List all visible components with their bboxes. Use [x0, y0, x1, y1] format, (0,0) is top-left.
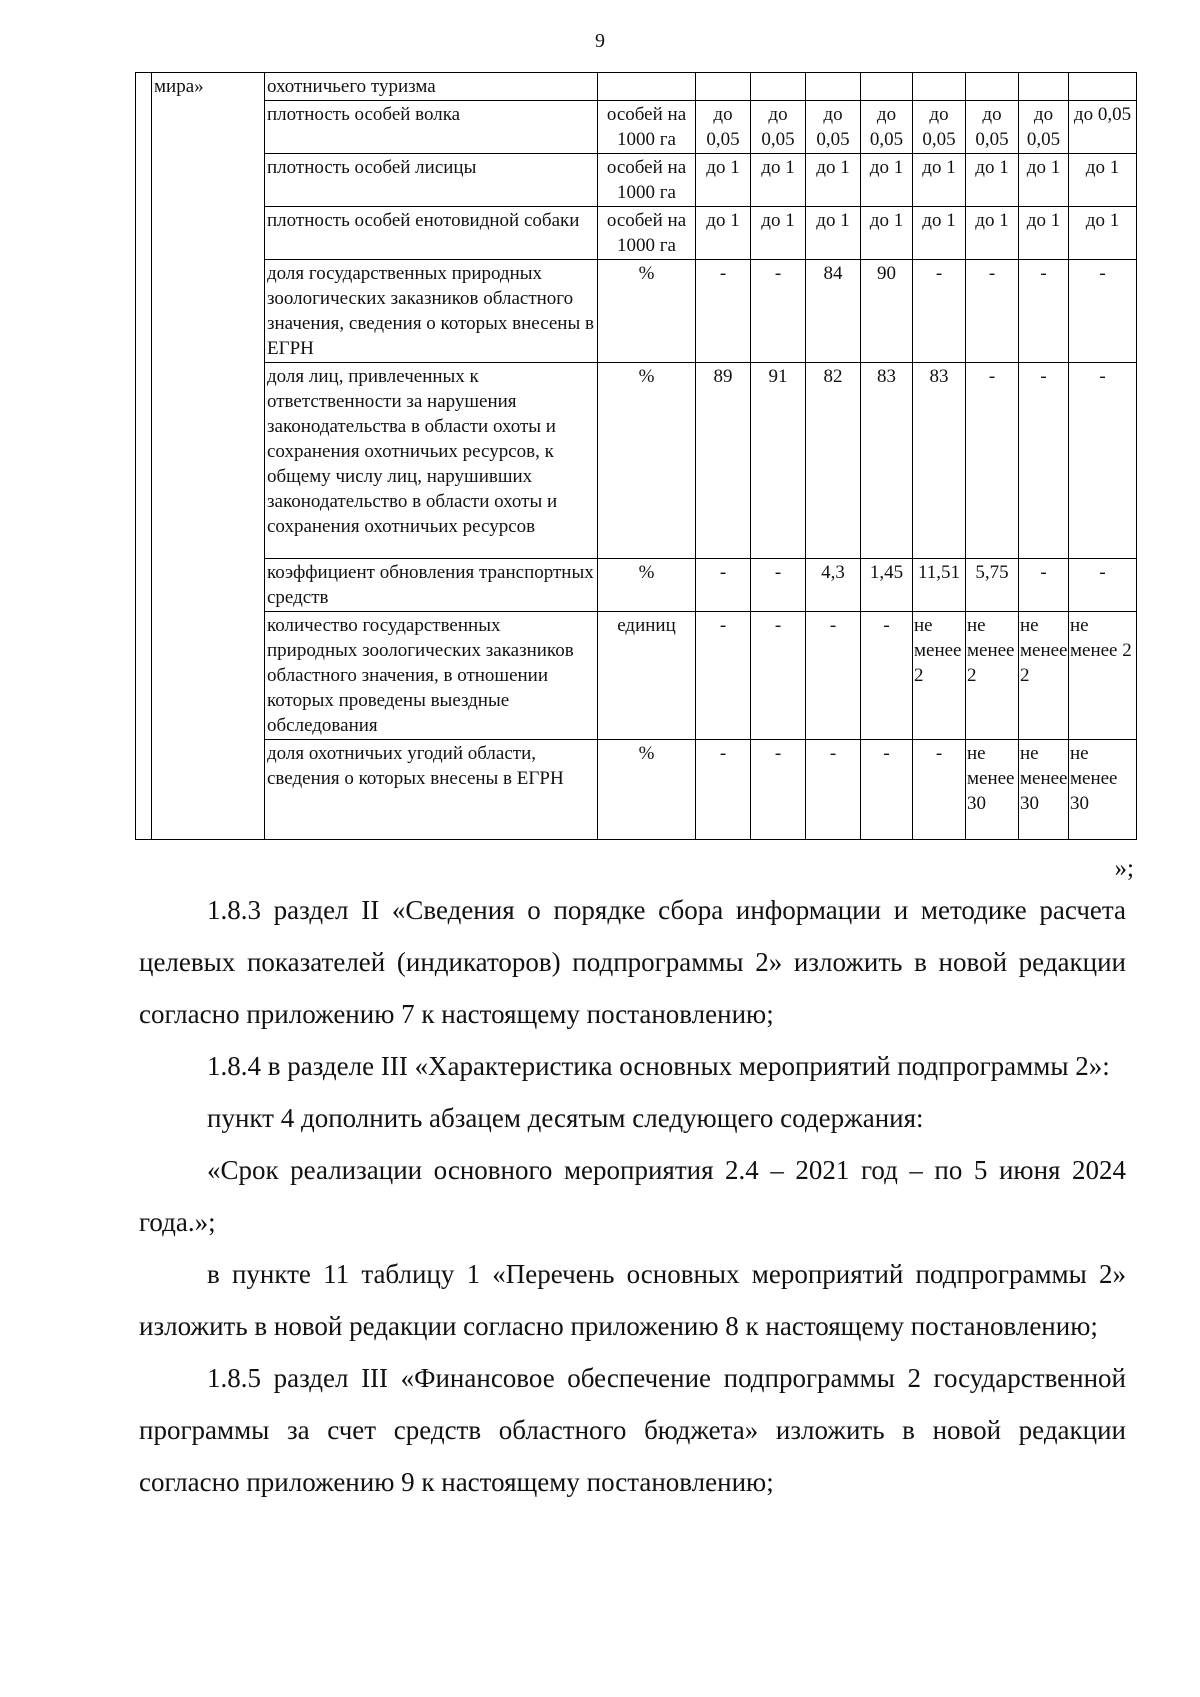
- year-value-cell: не менее 30: [966, 740, 1019, 840]
- table-row: [136, 559, 1137, 612]
- year-value-cell: -: [1069, 559, 1137, 612]
- unit-cell: [598, 73, 696, 101]
- indicator-name-cell: коэффициент обновления транспортных средств: [265, 559, 598, 612]
- indicator-name-cell: доля охотничьих угодий области, сведения о которых внесены в ЕГРН: [265, 740, 598, 840]
- year-value-cell: до 1: [696, 207, 751, 260]
- table-row: [136, 363, 1137, 559]
- paragraph-1-8-4: 1.8.4 в разделе III «Характеристика основных мероприятий подпрограммы 2»:: [207, 1051, 1110, 1081]
- year-value-cell: -: [751, 559, 806, 612]
- year-value-cell: до 1: [861, 154, 913, 207]
- table-row: [136, 207, 1137, 260]
- year-value-cell: до 0,05: [966, 101, 1019, 154]
- body-text: [139, 884, 1126, 1508]
- year-value-cell: до 1: [696, 154, 751, 207]
- unit-cell: %: [598, 740, 696, 840]
- unit-cell: особей на 1000 га: [598, 154, 696, 207]
- year-value-cell: -: [696, 260, 751, 363]
- year-value-cell: [1069, 73, 1137, 101]
- indicators-table: [135, 72, 1137, 840]
- year-value-cell: 82: [806, 363, 861, 559]
- indicator-name-cell: плотность особей лисицы: [265, 154, 598, 207]
- year-value-cell: до 0,05: [913, 101, 966, 154]
- year-value-cell: -: [696, 612, 751, 740]
- paragraph-1-8-3: 1.8.3 раздел II «Сведения о порядке сбора информации и методике расчета целевых показателей (индикаторов) подпрограммы 2» изложить в новой редакции согласно приложению 7 к настоящему постановлению;: [139, 895, 1126, 1029]
- paragraph-item-4: пункт 4 дополнить абзацем десятым следующего содержания:: [207, 1103, 924, 1133]
- year-value-cell: [1019, 73, 1069, 101]
- year-value-cell: до 1: [806, 207, 861, 260]
- year-value-cell: до 1: [966, 154, 1019, 207]
- year-value-cell: -: [1019, 559, 1069, 612]
- indicator-name-cell: плотность особей енотовидной собаки: [265, 207, 598, 260]
- year-value-cell: не менее 30: [1069, 740, 1137, 840]
- year-value-cell: [751, 73, 806, 101]
- year-value-cell: -: [861, 612, 913, 740]
- year-value-cell: до 0,05: [1069, 101, 1137, 154]
- table-row: [136, 154, 1137, 207]
- table-row: [136, 612, 1137, 740]
- year-value-cell: -: [806, 612, 861, 740]
- page-number: 9: [595, 30, 605, 52]
- year-value-cell: -: [1069, 363, 1137, 559]
- year-value-cell: до 0,05: [806, 101, 861, 154]
- year-value-cell: не менее 2: [1069, 612, 1137, 740]
- table-closing-quote: »;: [1114, 855, 1134, 882]
- year-value-cell: до 0,05: [751, 101, 806, 154]
- table-row: [136, 740, 1137, 840]
- year-value-cell: 5,75: [966, 559, 1019, 612]
- unit-cell: единиц: [598, 612, 696, 740]
- unit-cell: %: [598, 363, 696, 559]
- year-value-cell: 4,3: [806, 559, 861, 612]
- indicator-name-cell: плотность особей волка: [265, 101, 598, 154]
- indicator-name-cell: охотничьего туризма: [265, 73, 598, 101]
- year-value-cell: [861, 73, 913, 101]
- year-value-cell: -: [696, 559, 751, 612]
- year-value-cell: -: [806, 740, 861, 840]
- year-value-cell: -: [913, 740, 966, 840]
- unit-cell: особей на 1000 га: [598, 207, 696, 260]
- paragraph-1-8-5: 1.8.5 раздел III «Финансовое обеспечение подпрограммы 2 государственной программы за счет средств областного бюджета» изложить в новой редакции согласно приложению 9 к настоящему постановлению;: [139, 1363, 1126, 1497]
- indicator-name-cell: доля государственных природных зоологических заказников областного значения, сведения о которых внесены в ЕГРН: [265, 260, 598, 363]
- year-value-cell: до 1: [1019, 154, 1069, 207]
- year-value-cell: 84: [806, 260, 861, 363]
- year-value-cell: -: [751, 612, 806, 740]
- year-value-cell: -: [696, 740, 751, 840]
- indicator-name-cell: количество государственных природных зоологических заказников областного значения, в отношении которых проведены выездные обследования: [265, 612, 598, 740]
- year-value-cell: до 1: [751, 207, 806, 260]
- year-value-cell: до 1: [861, 207, 913, 260]
- year-value-cell: 83: [861, 363, 913, 559]
- year-value-cell: [913, 73, 966, 101]
- unit-cell: %: [598, 260, 696, 363]
- table-row: [136, 73, 1137, 101]
- year-value-cell: до 0,05: [861, 101, 913, 154]
- year-value-cell: -: [966, 260, 1019, 363]
- row-number-cell: [136, 73, 152, 840]
- year-value-cell: -: [1019, 260, 1069, 363]
- year-value-cell: -: [751, 740, 806, 840]
- year-value-cell: [966, 73, 1019, 101]
- paragraph-quote: «Срок реализации основного мероприятия 2.4 – 2021 год – по 5 июня 2024 года.»;: [139, 1155, 1126, 1237]
- year-value-cell: до 1: [1019, 207, 1069, 260]
- section-label-cell: мира»: [152, 73, 265, 840]
- year-value-cell: [696, 73, 751, 101]
- year-value-cell: до 1: [806, 154, 861, 207]
- year-value-cell: -: [1069, 260, 1137, 363]
- year-value-cell: -: [966, 363, 1019, 559]
- unit-cell: %: [598, 559, 696, 612]
- year-value-cell: [806, 73, 861, 101]
- year-value-cell: до 1: [966, 207, 1019, 260]
- year-value-cell: -: [861, 740, 913, 840]
- year-value-cell: до 0,05: [696, 101, 751, 154]
- year-value-cell: 90: [861, 260, 913, 363]
- year-value-cell: до 1: [913, 154, 966, 207]
- year-value-cell: не менее 2: [1019, 612, 1069, 740]
- unit-cell: особей на 1000 га: [598, 101, 696, 154]
- year-value-cell: до 0,05: [1019, 101, 1069, 154]
- year-value-cell: 91: [751, 363, 806, 559]
- year-value-cell: до 1: [1069, 207, 1137, 260]
- year-value-cell: -: [751, 260, 806, 363]
- paragraph-item-11: в пункте 11 таблицу 1 «Перечень основных мероприятий подпрограммы 2» изложить в новой редакции согласно приложению 8 к настоящему постановлению;: [139, 1259, 1126, 1341]
- year-value-cell: -: [913, 260, 966, 363]
- year-value-cell: не менее 2: [913, 612, 966, 740]
- indicator-name-cell: доля лиц, привлеченных к ответственности за нарушения законодательства в области охоты и сохранения охотничьих ресурсов, к общему числу лиц, нарушивших законодательство в области охоты и сохранения охотничьих ресурсов: [265, 363, 598, 559]
- year-value-cell: 89: [696, 363, 751, 559]
- year-value-cell: 11,51: [913, 559, 966, 612]
- year-value-cell: -: [1019, 363, 1069, 559]
- year-value-cell: до 1: [1069, 154, 1137, 207]
- year-value-cell: до 1: [751, 154, 806, 207]
- year-value-cell: 1,45: [861, 559, 913, 612]
- year-value-cell: не менее 30: [1019, 740, 1069, 840]
- table-row: [136, 260, 1137, 363]
- year-value-cell: 83: [913, 363, 966, 559]
- year-value-cell: до 1: [913, 207, 966, 260]
- table-row: [136, 101, 1137, 154]
- year-value-cell: не менее 2: [966, 612, 1019, 740]
